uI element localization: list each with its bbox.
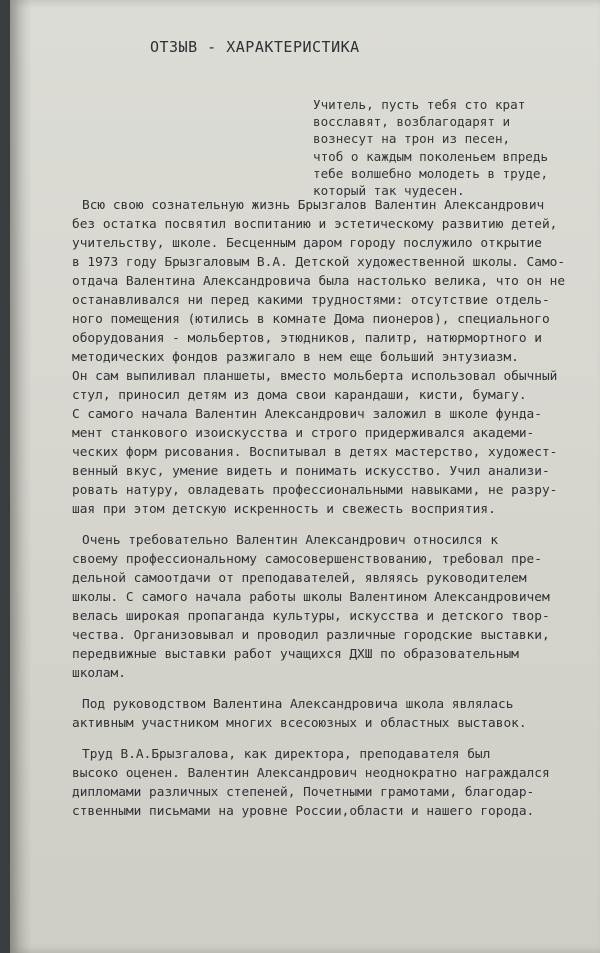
epigraph-line: Учитель, пусть тебя сто крат bbox=[313, 97, 526, 112]
paragraph-line: ровать натуру, овладевать профессиональными навыками, не разру- bbox=[72, 483, 558, 498]
epigraph-line: восславят, возблагодарят и bbox=[313, 114, 511, 130]
paragraph bbox=[72, 196, 592, 519]
paragraph-line: Всю свою сознательную жизнь Брызгалов Валентин Александрович bbox=[82, 198, 545, 213]
paragraph-line: ческих форм рисования. Воспитывал в детях мастерство, художест- bbox=[72, 445, 558, 460]
paragraph bbox=[72, 695, 592, 733]
paragraph-line: Он сам выпиливал планшеты, вместо мольберта использовал обычный bbox=[72, 369, 558, 384]
document-body bbox=[72, 196, 592, 833]
paragraph-line: Под руководством Валентина Александровича школа являлась bbox=[82, 697, 514, 712]
document-title: ОТЗЫВ - ХАРАКТЕРИСТИКА bbox=[150, 38, 360, 56]
paragraph-line: в 1973 году Брызгаловым В.А. Детской художественной школы. Само- bbox=[72, 255, 566, 270]
paragraph-line: ного помещения (ютились в комнате Дома пионеров), специального bbox=[72, 312, 550, 327]
paragraph-line: велась широкая пропаганда культуры, искусства и детского твор- bbox=[72, 609, 550, 624]
paragraph-line: Труд В.А.Брызгалова, как директора, преподавателя был bbox=[82, 747, 491, 762]
paragraph-line: останавливался ни перед какими трудностями: отсутствие отдель- bbox=[72, 293, 550, 308]
paragraph-line: шая при этом детскую искренность и свежесть восприятия. bbox=[72, 502, 496, 517]
paragraph-line: передвижные выставки работ учащихся ДХШ по образовательным bbox=[72, 647, 519, 662]
paragraph-line: чества. Организовывал и проводил различные городские выставки, bbox=[72, 628, 550, 643]
epigraph-line: который так чудесен. bbox=[313, 183, 465, 199]
paragraph-line: активным участником многих всесоюзных и областных выставок. bbox=[72, 716, 527, 731]
paragraph-line: оборудования - мольбертов, этюдников, палитр, натюрмортного и bbox=[72, 331, 542, 346]
paragraph-line: школы. С самого начала работы школы Валентином Александровичем bbox=[72, 590, 550, 605]
paragraph-line: без остатка посвятил воспитанию и эстетическому развитию детей, bbox=[72, 217, 558, 232]
paragraph-line: учительству, школе. Бесценным даром городу послужило открытие bbox=[72, 236, 542, 251]
paragraph-line: стул, приносил детям из дома свои карандаши, кисти, бумагу. bbox=[72, 388, 527, 403]
paragraph-line: дельной самоотдачи от преподавателей, являясь руководителем bbox=[72, 571, 527, 586]
paragraph-line: дипломами различных степеней, Почетными грамотами, благодар- bbox=[72, 785, 535, 800]
paragraph-line: методических фондов разжигало в нем еще больший энтузиазм. bbox=[72, 350, 519, 365]
paragraph-line: мент станкового изоискусства и строго придерживался академи- bbox=[72, 426, 535, 441]
epigraph-line: тебе волшебно молодеть в труде, bbox=[313, 165, 549, 181]
paragraph-line: С самого начала Валентин Александрович заложил в школе фунда- bbox=[72, 407, 542, 422]
epigraph-line: вознесут на трон из песен, bbox=[313, 131, 511, 147]
paragraph-line: своему профессиональному самосовершенствованию, требовал пре- bbox=[72, 552, 542, 567]
epigraph-line: чтоб о каждым поколеньем впредь bbox=[313, 148, 549, 164]
paragraph-line: отдача Валентина Александровича была настолько велика, что он не bbox=[72, 274, 566, 289]
paragraph-line: ственными письмами на уровне России,области и нашего города. bbox=[72, 804, 535, 819]
paragraph-line: венный вкус, умение видеть и понимать искусство. Учил анализи- bbox=[72, 464, 550, 479]
paragraph-line: школам. bbox=[72, 666, 126, 681]
epigraph bbox=[313, 96, 595, 199]
paragraph-line: Очень требовательно Валентин Александрович относился к bbox=[82, 533, 499, 548]
paragraph bbox=[72, 531, 592, 683]
paragraph-line: высоко оценен. Валентин Александрович неоднократно награждался bbox=[72, 766, 550, 781]
document-page bbox=[10, 0, 600, 953]
paragraph bbox=[72, 745, 592, 821]
